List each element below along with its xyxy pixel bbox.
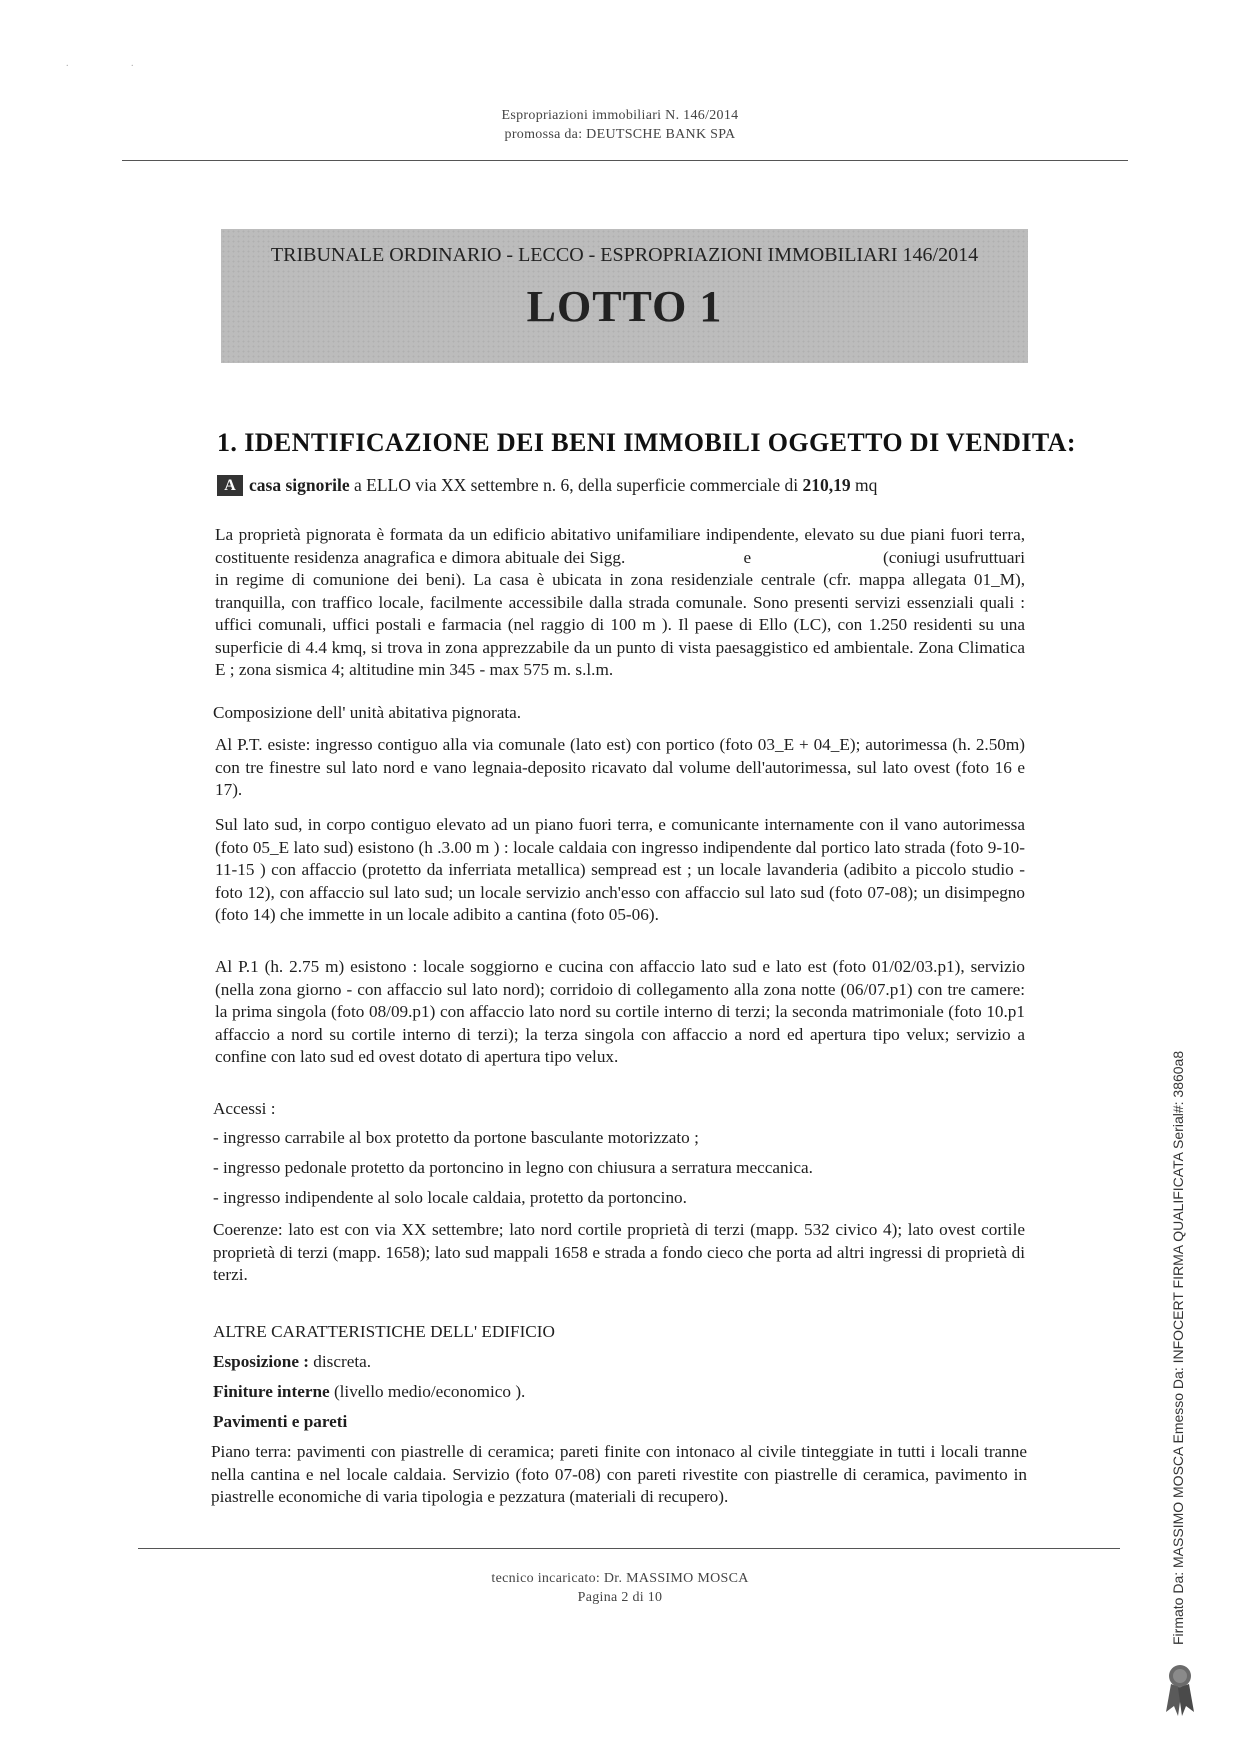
paragraph-piano-primo: Al P.1 (h. 2.75 m) esistono : locale soggiorno e cucina con affaccio lato sud e lato est (foto 01/02/03.p1), servizio (nella zona giorno - con affaccio sul lato nord); corridoio di collegamento alla zona notte (06/07.p1) con tre camere: la prima singola (foto 08/09.p1) con affaccio lato nord su cortile interno di terzi; la seconda matrimoniale (foto 10.p1 affaccio a nord su cortile interno di terzi); la terza singola con affaccio a nord ed apertura tipo velux; servizio a confine con lato sud ed ovest dotato di apertura tipo velux. [215, 957, 1025, 1066]
accesso-item-2: - ingresso pedonale protetto da portoncino in legno con chiusura a serratura meccanica. [213, 1158, 813, 1177]
footer-technician: tecnico incaricato: Dr. MASSIMO MOSCA [491, 1571, 749, 1586]
signature-seal-icon [1160, 1660, 1200, 1718]
esposizione-line [213, 1352, 371, 1372]
altre-heading: ALTRE CARATTERISTICHE DELL' EDIFICIO [213, 1322, 555, 1341]
header-line-1: Espropriazioni immobiliari N. 146/2014 [501, 108, 739, 123]
item-unit: mq [850, 475, 878, 495]
accessi-label: Accessi : [213, 1099, 276, 1118]
finiture-value: (livello medio/economico ). [329, 1382, 526, 1401]
paragraph-piano-terra: Al P.T. esiste: ingresso contiguo alla via comunale (lato est) con portico (foto 03_E + 04_E); autorimessa (h. 2.50m) con tre finestre sul lato nord e vano legnaia-deposito ricavato dal volume dell'autorimessa, sul lato ovest (foto 16 e 17). [215, 735, 1025, 799]
item-area: 210,19 [802, 475, 851, 495]
finiture-label: Finiture interne [213, 1382, 330, 1401]
pavimenti-heading: Pavimenti e pareti [213, 1412, 348, 1431]
paragraph-pavimenti: Piano terra: pavimenti con piastrelle di ceramica; pareti finite con intonaco al civile tinteggiate in tutti i locali tranne nella cantina e nel locale caldaia. Servizio (foto 07-08) con pareti rivestite con piastrelle di ceramica, pavimento in piastrelle economiche di varia tipologia e pezzatura (materiali di recupero). [211, 1442, 1027, 1506]
item-description: a ELLO via XX settembre n. 6, della superficie commerciale di [349, 475, 803, 495]
accesso-item-3: - ingresso indipendente al solo locale caldaia, protetto da portoncino. [213, 1188, 687, 1207]
footer-page-number: Pagina 2 di 10 [577, 1590, 663, 1605]
item-badge: A [217, 475, 243, 496]
accesso-item-1: - ingresso carrabile al box protetto da portone basculante motorizzato ; [213, 1128, 699, 1147]
lotto-banner [221, 229, 1028, 363]
header-divider [122, 160, 1128, 161]
esposizione-label: Esposizione : [213, 1352, 309, 1371]
item-a-line [217, 475, 877, 496]
banner-title: TRIBUNALE ORDINARIO - LECCO - ESPROPRIAZIONI IMMOBILIARI 146/2014 [270, 244, 979, 266]
banner-lotto: LOTTO 1 [526, 282, 723, 331]
scan-specks: . . [66, 58, 164, 69]
header-line-2: promossa da: DEUTSCHE BANK SPA [504, 127, 736, 142]
paragraph-description: La proprietà pignorata è formata da un edificio abitativo unifamiliare indipendente, elevato su due piani fuori terra, costituente residenza anagrafica e dimora abituale dei Sigg. e (coniugi usufruttuari in regime di comunione dei beni). La casa è ubicata in zona residenziale centrale (cfr. mappa allegata 01_M), tranquilla, con traffico locale, facilmente accessibile dalla strada comunale. Sono presenti servizi essenziali quali : uffici comunali, uffici postali e farmacia (nel raggio di 100 m ). Il paese di Ello (LC), con 1.250 residenti su una superficie di 4.4 kmq, si trova in zona apprezzabile da un punto di vista paesaggistico ed ambientale. Zona Climatica E ; zona sismica 4; altitudine min 345 - max 575 m. s.l.m. [215, 525, 1030, 679]
item-type: casa signorile [249, 475, 350, 495]
finiture-line [213, 1382, 525, 1402]
paragraph-lato-sud: Sul lato sud, in corpo contiguo elevato ad un piano fuori terra, e comunicante internamente con il vano autorimessa (foto 05_E lato sud) esistono (h .3.00 m ) : locale caldaia con ingresso indipendente dal portico lato strada (foto 9-10-11-15 ) con affaccio (protetto da inferriata metallica) sempread est ; un locale lavanderia (adibito a piccolo studio - foto 12), con affaccio sul lato sud; un locale servizio anch'esso con affaccio sul lato sud (foto 07-08); un disimpegno (foto 14) che immette in un locale adibito a cantina (foto 05-06). [215, 815, 1025, 924]
digital-signature-text: Firmato Da: MASSIMO MOSCA Emesso Da: INFOCERT FIRMA QUALIFICATA Serial#: 3860a8 [1170, 1050, 1186, 1645]
paragraph-coerenze: Coerenze: lato est con via XX settembre; lato nord cortile proprietà di terzi (mapp. 532 civico 4); lato ovest cortile proprietà di terzi (mapp. 1658); lato sud mappali 1658 e strada a fondo cieco che porta ad altri ingressi di proprietà di terzi. [213, 1220, 1025, 1284]
footer-divider [138, 1548, 1120, 1549]
paragraph-composition: Composizione dell' unità abitativa pignorata. [213, 703, 522, 722]
section-heading: 1. IDENTIFICAZIONE DEI BENI IMMOBILI OGGETTO DI VENDITA: [217, 428, 1076, 457]
esposizione-value: discreta. [308, 1352, 372, 1371]
